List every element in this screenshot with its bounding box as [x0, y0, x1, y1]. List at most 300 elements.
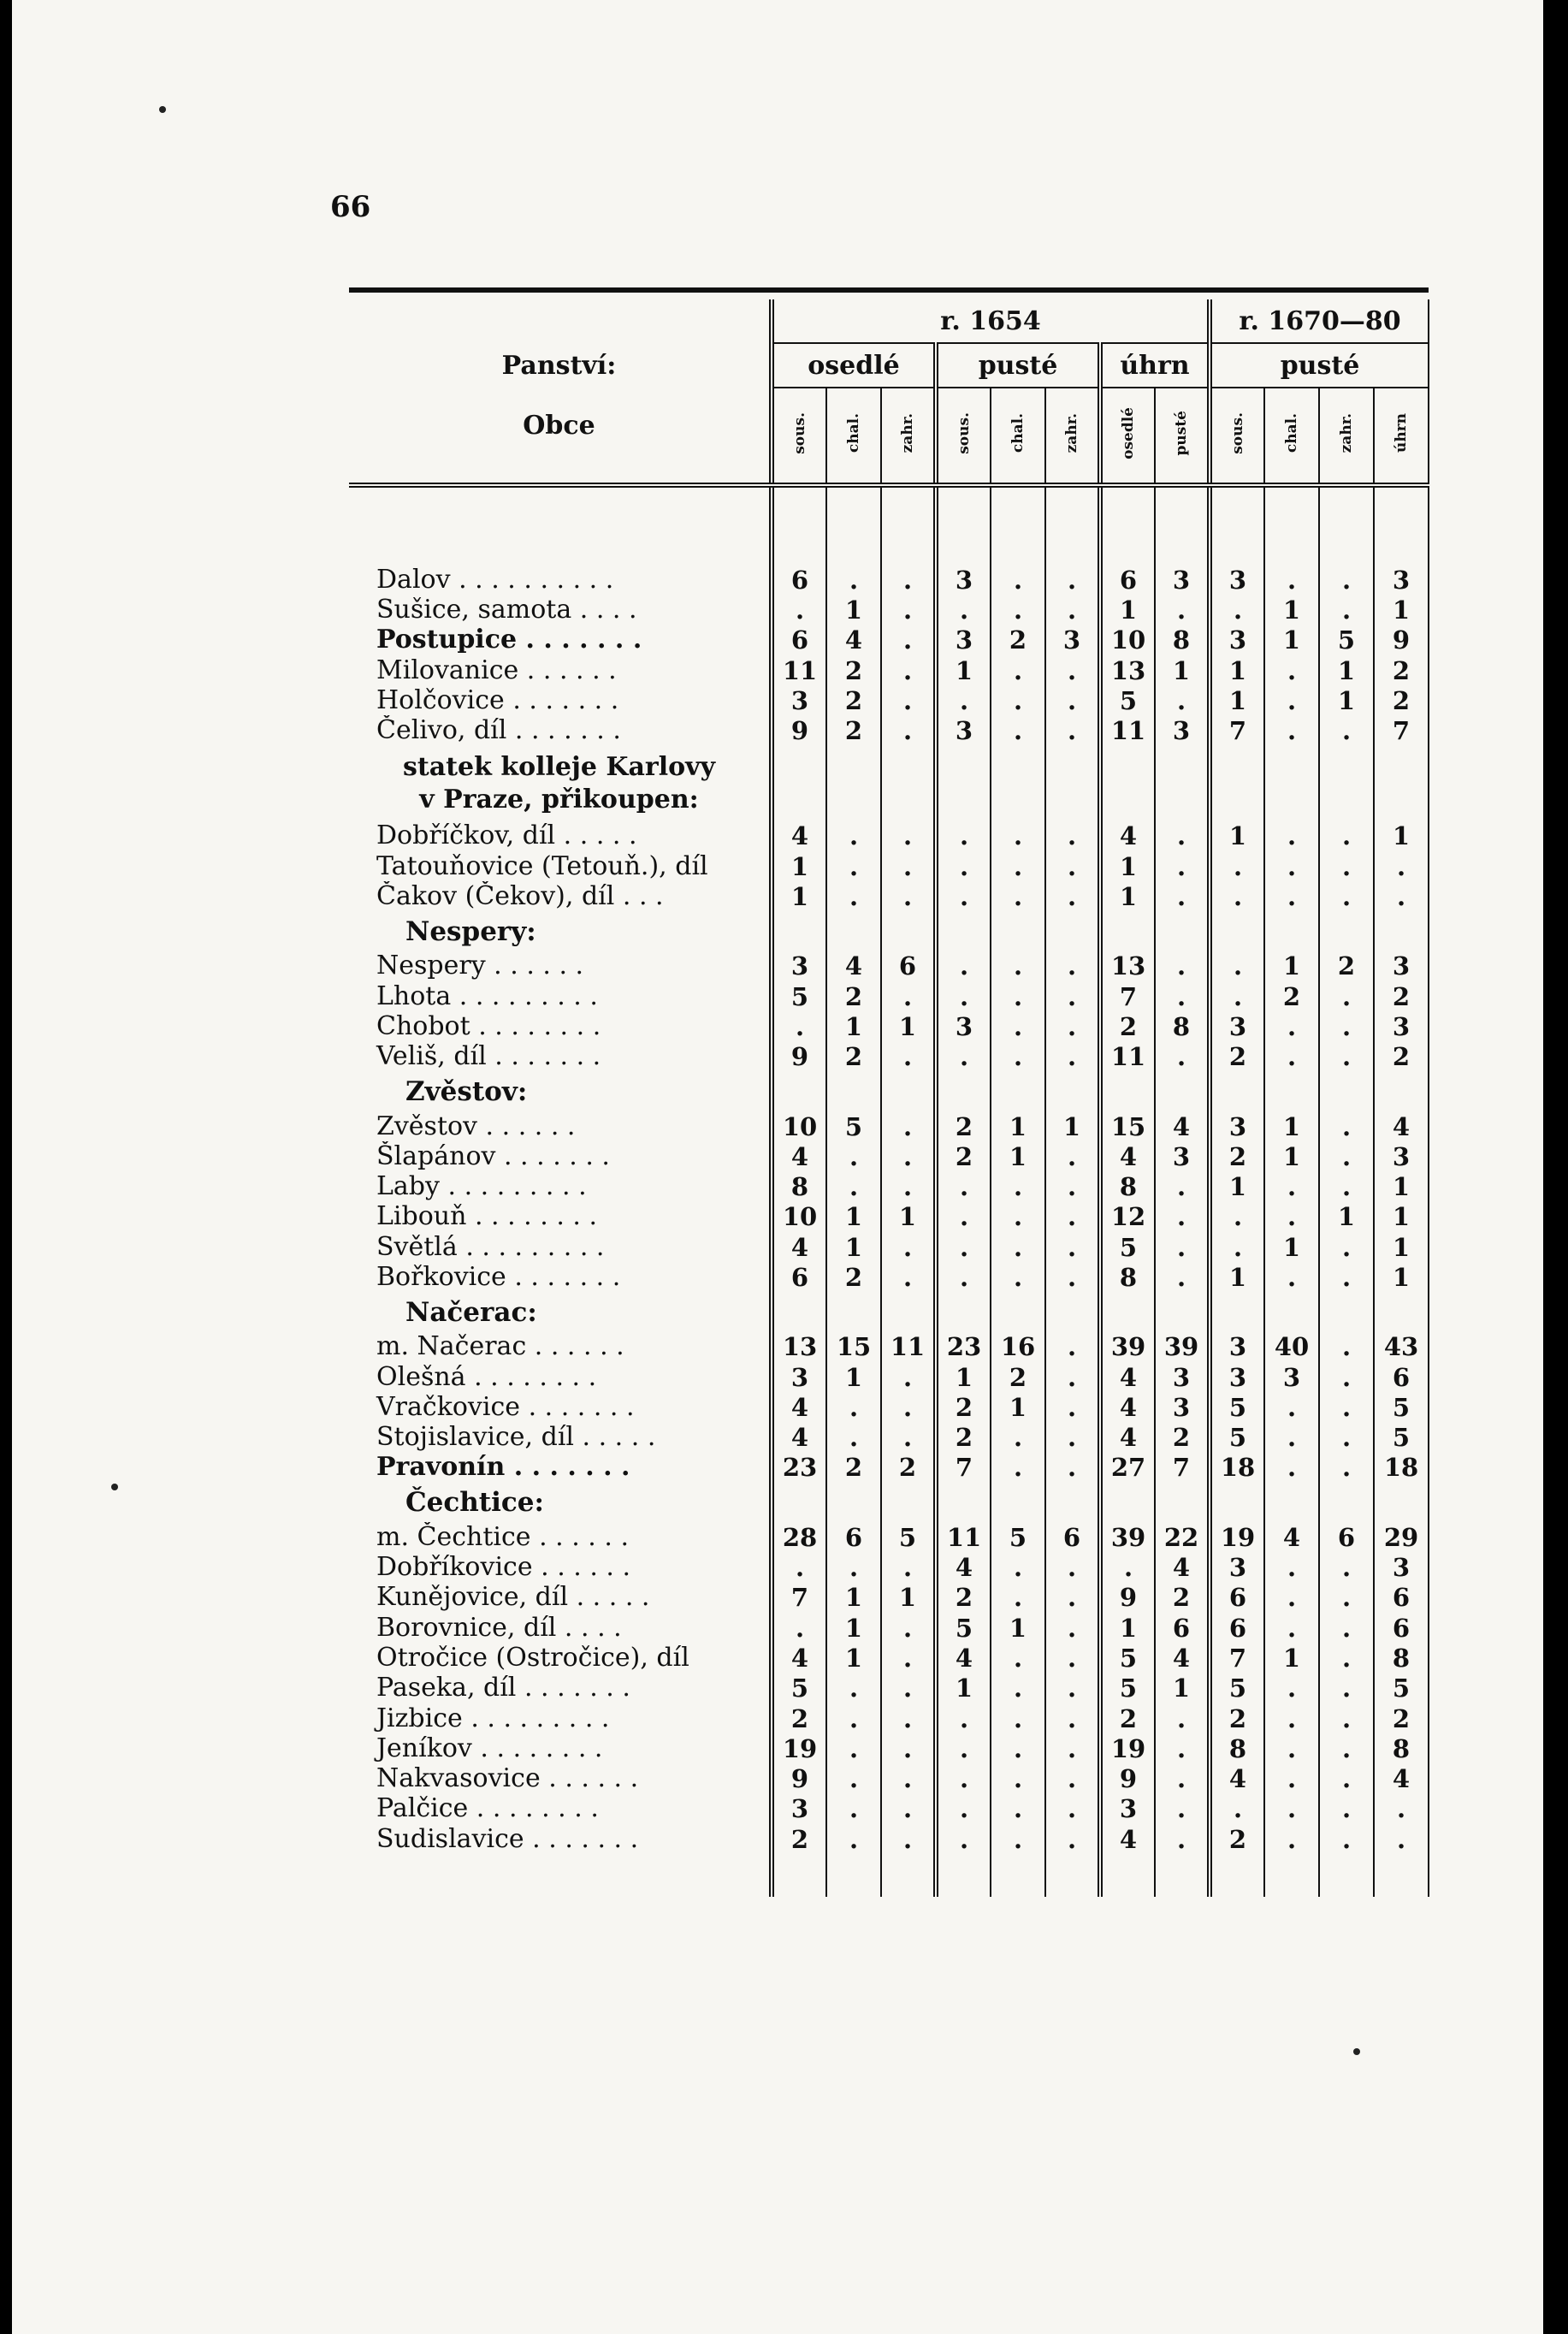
value-cell: .	[936, 1703, 991, 1733]
value-cell: 2	[826, 1262, 881, 1292]
subheader-cell	[1210, 388, 1264, 485]
value-cell: .	[1319, 595, 1374, 625]
value-cell	[991, 912, 1045, 951]
section-heading-row	[349, 1072, 1429, 1111]
village-name: Nakvasovice . . . . . .	[376, 1763, 639, 1794]
value-cell: 6	[1374, 1613, 1429, 1643]
table-row	[349, 565, 1429, 595]
table-row	[349, 1332, 1429, 1362]
value-cell: .	[991, 1583, 1045, 1613]
value-cell	[881, 1293, 936, 1332]
value-cell: .	[826, 1764, 881, 1794]
value-cell: .	[1155, 1202, 1210, 1232]
value-cell: 6	[772, 625, 826, 655]
value-cell: 7	[1210, 715, 1264, 745]
value-cell: 6	[772, 565, 826, 595]
value-cell	[936, 912, 991, 951]
value-cell	[991, 746, 1045, 821]
value-cell: .	[1264, 1824, 1319, 1854]
value-cell	[1210, 1483, 1264, 1522]
value-cell: 1	[881, 1583, 936, 1613]
value-cell: 1	[1374, 821, 1429, 851]
value-cell: .	[881, 981, 936, 1011]
value-cell: 3	[772, 1794, 826, 1824]
value-cell: .	[936, 981, 991, 1011]
value-cell: 5	[826, 1111, 881, 1141]
value-cell: 2	[1155, 1423, 1210, 1453]
village-name: Sušice, samota . . . .	[376, 595, 637, 625]
value-cell: 1	[991, 1111, 1045, 1141]
value-cell: 1	[826, 1643, 881, 1673]
value-cell: .	[772, 1011, 826, 1041]
value-cell: .	[1264, 1673, 1319, 1703]
value-cell: .	[826, 851, 881, 881]
value-cell	[1210, 1072, 1264, 1111]
village-name: Kunějovice, díl . . . . .	[376, 1582, 650, 1613]
village-name: Stojislavice, díl . . . . .	[376, 1422, 656, 1453]
value-cell: .	[991, 565, 1045, 595]
value-cell: .	[881, 1552, 936, 1582]
value-cell: .	[826, 565, 881, 595]
section-heading: Načerac:	[405, 1296, 537, 1328]
value-cell	[881, 1483, 936, 1522]
value-cell: 2	[1210, 1703, 1264, 1733]
page	[12, 0, 1543, 2334]
value-cell: 4	[772, 1423, 826, 1453]
value-cell: .	[881, 1824, 936, 1854]
value-cell: 15	[1100, 1111, 1155, 1141]
value-cell: 2	[936, 1111, 991, 1141]
value-cell: 11	[1100, 1042, 1155, 1072]
value-cell: 3	[936, 565, 991, 595]
table-row	[349, 1794, 1429, 1824]
subheader-label: zahr.	[1338, 413, 1355, 453]
value-cell: .	[1374, 1794, 1429, 1824]
value-cell: 1	[1374, 1171, 1429, 1201]
value-cell	[881, 746, 936, 821]
value-cell: .	[1045, 565, 1100, 595]
value-cell: 2	[1155, 1583, 1210, 1613]
header-puste: pusté	[936, 343, 1100, 388]
value-cell: 2	[1374, 981, 1429, 1011]
value-cell: 5	[1100, 1673, 1155, 1703]
value-cell: 8	[772, 1171, 826, 1201]
value-cell	[1210, 746, 1264, 821]
value-cell: 4	[1100, 1824, 1155, 1854]
value-cell: 5	[1100, 685, 1155, 715]
value-cell: 2	[826, 715, 881, 745]
value-cell	[1045, 1293, 1100, 1332]
value-cell: 1	[826, 1613, 881, 1643]
value-cell: .	[1319, 1733, 1374, 1763]
value-cell: .	[1264, 1262, 1319, 1292]
value-cell: .	[881, 1392, 936, 1422]
value-cell: 10	[772, 1111, 826, 1141]
value-cell: 23	[936, 1332, 991, 1362]
header-year-1654: r. 1654	[772, 299, 1210, 343]
value-cell: .	[881, 1703, 936, 1733]
value-cell: .	[991, 1764, 1045, 1794]
value-cell: 1	[826, 1202, 881, 1232]
subheader-label: chal.	[1283, 413, 1300, 453]
value-cell: .	[1319, 1362, 1374, 1392]
value-cell: 2	[826, 685, 881, 715]
value-cell: 2	[1100, 1011, 1155, 1041]
value-cell: 4	[1374, 1764, 1429, 1794]
value-cell: 6	[1210, 1583, 1264, 1613]
value-cell	[991, 1293, 1045, 1332]
value-cell	[936, 1483, 991, 1522]
value-cell: 2	[1100, 1703, 1155, 1733]
table-row	[349, 881, 1429, 911]
value-cell: .	[826, 1703, 881, 1733]
value-cell: 5	[1100, 1643, 1155, 1673]
value-cell: 2	[772, 1703, 826, 1733]
value-cell: .	[881, 1232, 936, 1262]
value-cell: 1	[1264, 951, 1319, 981]
value-cell: .	[991, 1262, 1045, 1292]
value-cell: .	[1264, 1453, 1319, 1483]
table-row	[349, 1171, 1429, 1201]
value-cell: 4	[1155, 1552, 1210, 1582]
value-cell: .	[1045, 951, 1100, 981]
value-cell	[1374, 1293, 1429, 1332]
village-name: Olešná . . . . . . . .	[376, 1361, 597, 1392]
value-cell: .	[881, 1262, 936, 1292]
value-cell	[1319, 1072, 1374, 1111]
value-cell: .	[1264, 1733, 1319, 1763]
value-cell: .	[1045, 881, 1100, 911]
section-heading: Nespery:	[405, 915, 536, 947]
value-cell: .	[1264, 1613, 1319, 1643]
value-cell	[991, 1072, 1045, 1111]
value-cell: .	[1045, 715, 1100, 745]
value-cell: 4	[936, 1552, 991, 1582]
value-cell: 2	[936, 1583, 991, 1613]
value-cell: .	[1264, 1042, 1319, 1072]
value-cell: .	[1319, 565, 1374, 595]
value-cell: .	[1045, 981, 1100, 1011]
value-cell	[1155, 746, 1210, 821]
value-cell: .	[881, 1362, 936, 1392]
value-cell	[1045, 746, 1100, 821]
value-cell: .	[936, 1733, 991, 1763]
value-cell: 1	[826, 1362, 881, 1392]
value-cell: .	[1210, 881, 1264, 911]
value-cell: .	[936, 1262, 991, 1292]
value-cell: .	[881, 625, 936, 655]
value-cell: .	[881, 1643, 936, 1673]
value-cell: .	[1264, 715, 1319, 745]
village-name: Nespery . . . . . .	[376, 951, 584, 981]
value-cell: .	[1045, 1643, 1100, 1673]
value-cell	[1374, 746, 1429, 821]
value-cell: 8	[1100, 1171, 1155, 1201]
value-cell: .	[991, 821, 1045, 851]
value-cell: 12	[1100, 1202, 1155, 1232]
value-cell: .	[991, 1042, 1045, 1072]
table-row	[349, 1453, 1429, 1483]
speck	[111, 1484, 118, 1490]
section-heading-row	[349, 1483, 1429, 1522]
value-cell: 3	[1210, 1552, 1264, 1582]
value-cell: .	[881, 1423, 936, 1453]
value-cell: .	[1319, 1232, 1374, 1262]
value-cell: .	[1264, 655, 1319, 685]
value-cell: 1	[1264, 625, 1319, 655]
value-cell	[826, 1072, 881, 1111]
value-cell	[1210, 1293, 1264, 1332]
value-cell: .	[826, 1423, 881, 1453]
value-cell	[1155, 912, 1210, 951]
value-cell: .	[1319, 1392, 1374, 1422]
table-row	[349, 1552, 1429, 1582]
value-cell: 3	[936, 1011, 991, 1041]
header-panstvi: Panství:	[501, 351, 617, 381]
value-cell: .	[1319, 1332, 1374, 1362]
value-cell: .	[881, 595, 936, 625]
value-cell: .	[936, 1232, 991, 1262]
value-cell: 3	[1155, 1392, 1210, 1422]
table-row	[349, 1141, 1429, 1171]
value-cell: 4	[1100, 1362, 1155, 1392]
value-cell: .	[1155, 595, 1210, 625]
value-cell: 1	[1045, 1111, 1100, 1141]
value-cell: .	[1155, 1703, 1210, 1733]
subheader-label: sous.	[1229, 412, 1246, 454]
table-row	[349, 715, 1429, 745]
header-uhrn: úhrn	[1100, 343, 1210, 388]
table-row	[349, 1232, 1429, 1262]
value-cell: .	[881, 1111, 936, 1141]
village-name: Postupice . . . . . . .	[376, 625, 642, 655]
table-row	[349, 821, 1429, 851]
value-cell: .	[881, 1794, 936, 1824]
value-cell: .	[881, 715, 936, 745]
value-cell: .	[826, 1392, 881, 1422]
value-cell: 1	[1319, 685, 1374, 715]
value-cell: .	[826, 1171, 881, 1201]
value-cell: 3	[1374, 565, 1429, 595]
value-cell: .	[1210, 981, 1264, 1011]
value-cell: .	[991, 715, 1045, 745]
table-row	[349, 1011, 1429, 1041]
value-cell	[1374, 1483, 1429, 1522]
value-cell: .	[1319, 881, 1374, 911]
village-name: Chobot . . . . . . . .	[376, 1011, 601, 1041]
value-cell	[1100, 1483, 1155, 1522]
value-cell: .	[1319, 1703, 1374, 1733]
table-row	[349, 1764, 1429, 1794]
value-cell	[1264, 912, 1319, 951]
value-cell: 4	[1210, 1764, 1264, 1794]
value-cell: .	[991, 881, 1045, 911]
value-cell: 1	[1374, 1262, 1429, 1292]
value-cell: .	[1045, 1141, 1100, 1171]
village-name: Lhota . . . . . . . . .	[376, 980, 598, 1011]
value-cell: 9	[772, 1042, 826, 1072]
value-cell: 4	[1100, 821, 1155, 851]
value-cell: .	[826, 1824, 881, 1854]
value-cell: 2	[1319, 951, 1374, 981]
value-cell: 1	[1264, 1141, 1319, 1171]
value-cell: .	[1155, 1764, 1210, 1794]
value-cell: 2	[1374, 685, 1429, 715]
value-cell: .	[1264, 1552, 1319, 1582]
value-cell: .	[1045, 1673, 1100, 1703]
value-cell: .	[1155, 951, 1210, 981]
value-cell: 1	[991, 1613, 1045, 1643]
header-obce: Obce	[523, 411, 595, 441]
section-heading: statek kolleje Karlovy v Praze, přikoupen:	[402, 751, 715, 815]
value-cell: 3	[772, 951, 826, 981]
village-name: Dobříčkov, díl . . . . .	[376, 820, 637, 851]
village-name: Palčice . . . . . . . .	[376, 1793, 599, 1824]
value-cell: 1	[826, 1583, 881, 1613]
value-cell: .	[1319, 715, 1374, 745]
value-cell	[936, 1072, 991, 1111]
value-cell: .	[1045, 1824, 1100, 1854]
value-cell: 6	[1045, 1522, 1100, 1552]
value-cell: .	[1045, 1171, 1100, 1201]
value-cell: .	[881, 1141, 936, 1171]
statistics-table-wrapper	[349, 287, 1429, 1952]
village-name: Holčovice . . . . . . .	[376, 685, 619, 715]
value-cell: 2	[1210, 1042, 1264, 1072]
value-cell: 40	[1264, 1332, 1319, 1362]
value-cell: 1	[936, 1673, 991, 1703]
value-cell: .	[881, 1764, 936, 1794]
value-cell: 1	[991, 1392, 1045, 1422]
speck	[159, 106, 166, 113]
table-row	[349, 1673, 1429, 1703]
value-cell: .	[1210, 951, 1264, 981]
value-cell: 1	[1210, 821, 1264, 851]
header-osedle: osedlé	[772, 343, 936, 388]
value-cell: .	[1210, 595, 1264, 625]
value-cell: 2	[1210, 1824, 1264, 1854]
value-cell: 4	[1155, 1111, 1210, 1141]
value-cell: 4	[1100, 1423, 1155, 1453]
subheader-label: sous.	[956, 412, 973, 454]
value-cell: 18	[1374, 1453, 1429, 1483]
value-cell: .	[826, 821, 881, 851]
value-cell: .	[1155, 821, 1210, 851]
value-cell: 7	[1374, 715, 1429, 745]
village-name: m. Čechtice . . . . . .	[376, 1522, 629, 1552]
value-cell: .	[1319, 1423, 1374, 1453]
value-cell: 5	[1319, 625, 1374, 655]
value-cell	[1100, 1072, 1155, 1111]
value-cell	[1210, 912, 1264, 951]
value-cell: .	[936, 951, 991, 981]
value-cell: 11	[936, 1522, 991, 1552]
value-cell: 3	[1210, 565, 1264, 595]
value-cell: .	[1045, 1042, 1100, 1072]
value-cell: 11	[1100, 715, 1155, 745]
value-cell: 13	[772, 1332, 826, 1362]
subheader-cell	[1374, 388, 1429, 485]
value-cell: 4	[772, 1141, 826, 1171]
value-cell: .	[1045, 1552, 1100, 1582]
value-cell: .	[1045, 595, 1100, 625]
table-row	[349, 1262, 1429, 1292]
value-cell	[991, 1483, 1045, 1522]
value-cell: .	[1319, 1171, 1374, 1201]
value-cell: 1	[881, 1011, 936, 1041]
value-cell: .	[991, 1794, 1045, 1824]
value-cell: .	[1155, 685, 1210, 715]
value-cell: .	[1264, 1202, 1319, 1232]
value-cell: .	[936, 881, 991, 911]
value-cell: 16	[991, 1332, 1045, 1362]
value-cell: .	[826, 1733, 881, 1763]
subheader-cell	[826, 388, 881, 485]
value-cell: .	[1100, 1552, 1155, 1582]
value-cell: 6	[1210, 1613, 1264, 1643]
value-cell: .	[1319, 1794, 1374, 1824]
value-cell: .	[1045, 1362, 1100, 1392]
value-cell: 43	[1374, 1332, 1429, 1362]
value-cell: 5	[1210, 1423, 1264, 1453]
value-cell	[772, 912, 826, 951]
value-cell: .	[826, 1794, 881, 1824]
value-cell: 3	[1155, 1141, 1210, 1171]
value-cell: .	[1264, 685, 1319, 715]
section-heading-row	[349, 912, 1429, 951]
value-cell: 1	[1210, 1171, 1264, 1201]
value-cell: 29	[1374, 1522, 1429, 1552]
value-cell: 19	[1210, 1522, 1264, 1552]
value-cell: 19	[772, 1733, 826, 1763]
village-name: Čelivo, díl . . . . . . .	[376, 715, 621, 746]
value-cell: 10	[1100, 625, 1155, 655]
value-cell: .	[1374, 851, 1429, 881]
table-row	[349, 655, 1429, 685]
value-cell	[1374, 1072, 1429, 1111]
value-cell: .	[1045, 1583, 1100, 1613]
value-cell: .	[991, 1673, 1045, 1703]
value-cell: 2	[826, 1042, 881, 1072]
subheader-label: sous.	[791, 412, 808, 454]
value-cell: 5	[936, 1613, 991, 1643]
table-row	[349, 1733, 1429, 1763]
value-cell: 2	[936, 1141, 991, 1171]
value-cell: 4	[772, 821, 826, 851]
table-row	[349, 1362, 1429, 1392]
table-row	[349, 625, 1429, 655]
value-cell: 2	[826, 981, 881, 1011]
village-name: Zvěstov . . . . . .	[376, 1111, 576, 1141]
value-cell: .	[1045, 1613, 1100, 1643]
value-cell: 5	[1210, 1673, 1264, 1703]
value-cell: 1	[1374, 595, 1429, 625]
value-cell: .	[1319, 821, 1374, 851]
value-cell	[1155, 1072, 1210, 1111]
value-cell: .	[991, 1643, 1045, 1673]
value-cell: .	[1264, 1703, 1319, 1733]
village-name: Otročice (Ostročice), díl	[376, 1643, 689, 1673]
subheader-label: zahr.	[899, 413, 916, 453]
village-name: Šlapánov . . . . . . .	[376, 1141, 610, 1171]
village-name: Dobříkovice . . . . . .	[376, 1552, 631, 1583]
value-cell: .	[991, 1232, 1045, 1262]
value-cell: .	[1319, 1643, 1374, 1673]
section-heading-row	[349, 746, 1429, 821]
subheader-cell	[881, 388, 936, 485]
value-cell: 1	[1264, 1643, 1319, 1673]
value-cell: 2	[1264, 981, 1319, 1011]
